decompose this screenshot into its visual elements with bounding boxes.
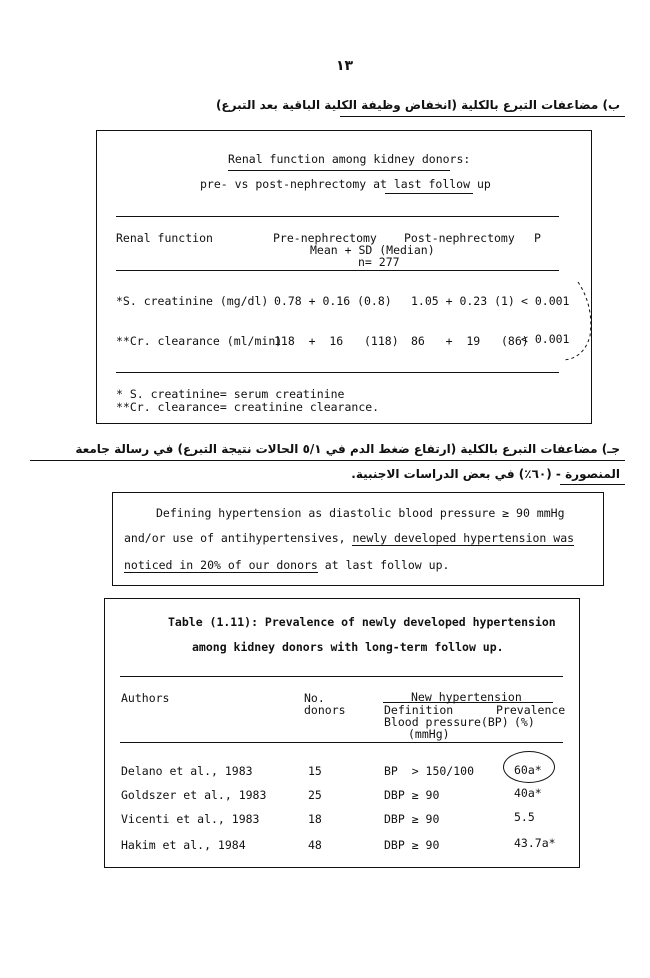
t111-row1-prev: 60a* xyxy=(514,763,542,777)
col-authors: Authors xyxy=(121,691,170,705)
heading-c-underline xyxy=(30,460,625,461)
t111-row1-author: Delano et al., 1983 xyxy=(121,764,253,778)
row-creatinine-label: *S. creatinine (mg/dl) xyxy=(116,294,269,308)
prevalence-circle-annotation xyxy=(503,751,555,783)
row-clearance-pre: 118 + 16 (118) xyxy=(274,334,399,348)
col-definition: Definition xyxy=(384,703,454,717)
ht-twenty-percent: noticed in 20% of our donors xyxy=(124,558,318,572)
col-blood-pressure: Blood pressure(BP) xyxy=(384,715,509,729)
t111-row3-prev: 5.5 xyxy=(514,810,535,824)
t111-row1-n: 15 xyxy=(308,764,322,778)
heading-c2-underline xyxy=(560,484,625,485)
t111-row2-author: Goldszer et al., 1983 xyxy=(121,788,267,802)
t111-row4-def: DBP ≥ 90 xyxy=(384,838,440,852)
renal-table-title: Renal function among kidney donors: xyxy=(228,152,471,166)
row-clearance-post: 86 + 19 (86) xyxy=(411,334,529,348)
t111-row4-author: Hakim et al., 1984 xyxy=(121,838,246,852)
ht-line2 xyxy=(124,531,574,545)
col-post-nephrectomy: Post-nephrectomy xyxy=(404,231,515,245)
table-111-box xyxy=(104,598,580,868)
ht-newly-developed: newly developed hypertension was xyxy=(352,531,575,545)
footnote-clearance: **Cr. clearance= creatinine clearance. xyxy=(116,400,380,414)
t111-row3-n: 18 xyxy=(308,812,322,826)
t111-row2-prev: 40a* xyxy=(514,786,542,800)
ht-line1: Defining hypertension as diastolic blood pressure ≥ 90 mmHg xyxy=(156,506,565,520)
t111-rule-top xyxy=(120,676,563,677)
t111-rule-mid xyxy=(120,742,563,743)
row-creatinine-p: < 0.001 xyxy=(521,294,570,308)
renal-rule-mid xyxy=(116,270,559,271)
t111-row3-def: DBP ≥ 90 xyxy=(384,812,440,826)
t111-row2-n: 25 xyxy=(308,788,322,802)
ht-line3-text: at last follow up. xyxy=(317,558,450,572)
row-creatinine-pre: 0.78 + 0.16 (0.8) xyxy=(274,294,392,308)
t111-row4-n: 48 xyxy=(308,838,322,852)
t111-row2-def: DBP ≥ 90 xyxy=(384,788,440,802)
pvalue-annotation-arc xyxy=(508,276,598,366)
n-line: n= 277 xyxy=(358,255,400,269)
t111-row1-def: BP > 150/100 xyxy=(384,764,475,778)
section-heading-b: ب) مضاعفات التبرع بالكلية (انخفاض وظيفة الكلية الباقية بعد التبرع) xyxy=(215,98,620,112)
t111-row4-prev: 43.7a* xyxy=(514,836,556,850)
renal-rule-top xyxy=(116,216,559,217)
row-creatinine-post: 1.05 + 0.23 (1) xyxy=(411,294,515,308)
ht-line2-text: and/or use of antihypertensives, xyxy=(124,531,353,545)
renal-rule-bottom xyxy=(116,372,559,373)
section-heading-c-line2: المنصورة - (٦٠٪) في بعض الدراسات الاجنبية. xyxy=(351,467,620,481)
col-p: P xyxy=(534,231,541,245)
stat-line: Mean + SD (Median) xyxy=(310,243,435,257)
renal-title-underline xyxy=(228,170,450,171)
col-donors: donors xyxy=(304,703,346,717)
col-no: No. xyxy=(304,691,325,705)
row-clearance-label: **Cr. clearance (ml/min) xyxy=(116,334,283,348)
col-renal-function: Renal function xyxy=(116,231,213,245)
page-number: ١٣ xyxy=(336,58,354,74)
col-percent: (%) xyxy=(514,715,535,729)
table-111-title2: among kidney donors with long-term follow up. xyxy=(192,640,504,654)
heading-b-underline xyxy=(340,116,625,117)
renal-table-subtitle: pre- vs post-nephrectomy at last follow up xyxy=(200,177,491,191)
col-mmhg: (mmHg) xyxy=(408,727,450,741)
col-pre-nephrectomy: Pre-nephrectomy xyxy=(273,231,377,245)
section-heading-c-line1: جـ) مضاعفات التبرع بالكلية (ارتفاع ضغط الدم في ٥/١ الحالات نتيجة التبرع) في رسالة جامعة xyxy=(75,442,620,456)
table-111-title1: Table (1.11): Prevalence of newly developed hypertension xyxy=(168,615,556,629)
col-new-hypertension: New hypertension xyxy=(411,690,522,704)
ht-line3 xyxy=(124,558,449,572)
col-prevalence: Prevalence xyxy=(496,703,566,717)
row-clearance-p: < 0.001 xyxy=(521,332,570,346)
footnote-creatinine: * S. creatinine= serum creatinine xyxy=(116,387,345,401)
renal-subtitle-underline xyxy=(385,193,473,194)
t111-row3-author: Vicenti et al., 1983 xyxy=(121,812,260,826)
